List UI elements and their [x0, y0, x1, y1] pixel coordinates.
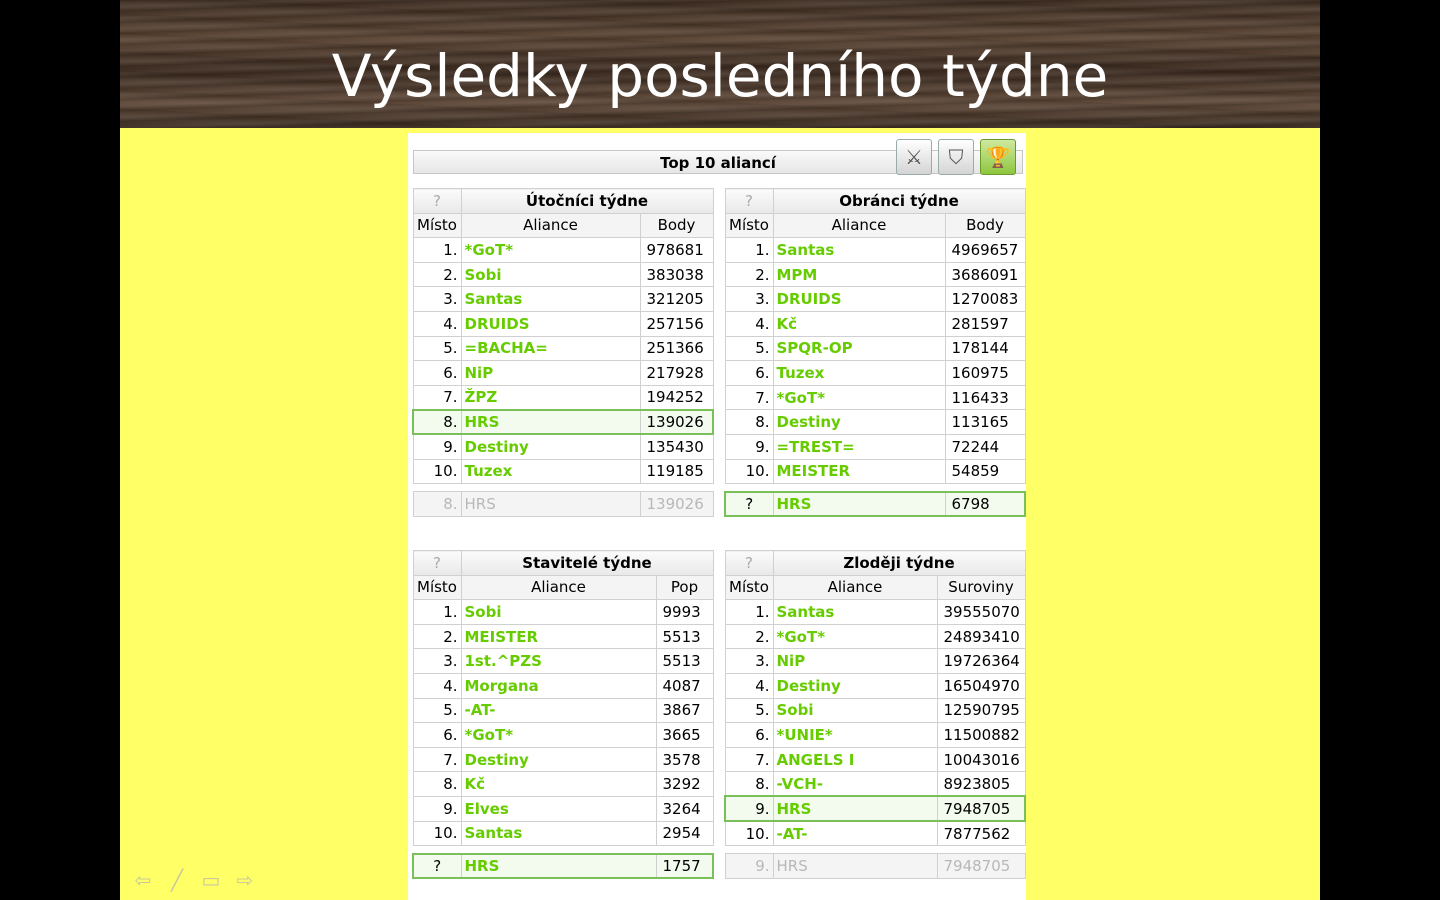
value-cell: 281597 — [945, 311, 1025, 336]
table-row — [725, 821, 1025, 846]
table-row — [725, 238, 1025, 263]
rank-cell: 3. — [725, 287, 773, 312]
value-cell: 3578 — [656, 747, 713, 772]
ranking-panel — [408, 133, 1026, 900]
value-cell: 24893410 — [937, 624, 1025, 649]
value-cell: 5513 — [656, 649, 713, 674]
alliance-link[interactable]: -AT- — [773, 821, 937, 846]
table-row — [725, 262, 1025, 287]
value-cell: 19726364 — [937, 649, 1025, 674]
value-cell: 12590795 — [937, 698, 1025, 723]
column-header-row — [725, 213, 1025, 238]
alliance-link[interactable]: Destiny — [773, 673, 937, 698]
table-row — [725, 772, 1025, 797]
rank-cell: 10. — [413, 459, 461, 484]
alliance-link[interactable]: -VCH- — [773, 772, 937, 797]
column-header-row — [725, 575, 1025, 600]
value-cell: 3686091 — [945, 262, 1025, 287]
next-arrow-icon[interactable]: ⇨ — [236, 868, 254, 892]
value-cell: 54859 — [945, 459, 1025, 484]
value-cell: 5513 — [656, 624, 713, 649]
alliance-link[interactable]: Sobi — [461, 600, 656, 625]
shield-icon[interactable]: ⛉ — [938, 139, 974, 175]
alliance-link[interactable]: =BACHA= — [461, 336, 640, 361]
value-cell: 11500882 — [937, 723, 1025, 748]
alliance-link[interactable]: MPM — [773, 262, 945, 287]
help-icon[interactable]: ? — [413, 189, 461, 214]
table-row — [413, 385, 713, 410]
rank-cell: 8. — [725, 772, 773, 797]
table-title: Stavitelé týdne — [461, 551, 713, 576]
alliance-link[interactable]: -AT- — [461, 698, 656, 723]
alliance-link[interactable]: *GoT* — [461, 238, 640, 263]
table-row — [725, 698, 1025, 723]
value-cell: 113165 — [945, 410, 1025, 435]
table-row — [413, 796, 713, 821]
value-cell: 116433 — [945, 385, 1025, 410]
alliance-link[interactable]: Sobi — [461, 262, 640, 287]
own-rank-cell: 8. — [413, 492, 461, 517]
table-row — [413, 649, 713, 674]
table-row — [725, 673, 1025, 698]
alliance-link[interactable]: HRS — [773, 796, 937, 821]
rank-cell: 7. — [413, 747, 461, 772]
own-alliance-row — [413, 854, 713, 879]
rank-cell: 10. — [413, 821, 461, 846]
rank-cell: 10. — [725, 459, 773, 484]
table-row — [413, 624, 713, 649]
value-cell: 16504970 — [937, 673, 1025, 698]
slide — [120, 0, 1320, 900]
spacer — [725, 484, 1025, 492]
rank-cell: 1. — [413, 600, 461, 625]
alliance-link[interactable]: HRS — [461, 410, 640, 435]
table-row — [725, 361, 1025, 386]
defenders-table — [724, 188, 1026, 517]
table-title-row — [413, 189, 713, 214]
rank-cell: 6. — [725, 361, 773, 386]
attackers-table — [412, 188, 714, 517]
help-icon[interactable]: ? — [725, 189, 773, 214]
table-title-row — [413, 551, 713, 576]
own-alliance-link[interactable]: HRS — [461, 492, 640, 517]
table-row — [413, 238, 713, 263]
table-row — [413, 336, 713, 361]
spacer — [725, 846, 1025, 854]
rank-cell: 1. — [413, 238, 461, 263]
menu-icon[interactable]: ▭ — [201, 868, 221, 892]
table-row — [725, 459, 1025, 484]
alliance-link[interactable]: Sobi — [773, 698, 937, 723]
value-cell: 217928 — [640, 361, 713, 386]
spacer-row — [413, 846, 713, 854]
value-cell: 160975 — [945, 361, 1025, 386]
spacer — [413, 846, 713, 854]
spacer-row — [725, 484, 1025, 492]
column-header-alliance: Aliance — [773, 213, 945, 238]
alliance-link[interactable]: *UNIE* — [773, 723, 937, 748]
alliance-link[interactable]: Kč — [773, 311, 945, 336]
value-cell: 7877562 — [937, 821, 1025, 846]
alliance-link[interactable]: *GoT* — [461, 723, 656, 748]
alliance-link[interactable]: Destiny — [773, 410, 945, 435]
ranking-title: Top 10 aliancí — [413, 150, 1023, 174]
value-cell: 4087 — [656, 673, 713, 698]
table-row — [413, 287, 713, 312]
thieves-table — [724, 550, 1026, 879]
own-value-cell: 6798 — [945, 492, 1025, 517]
crossed-swords-icon[interactable]: ⚔ — [896, 139, 932, 175]
alliance-link[interactable]: *GoT* — [773, 624, 937, 649]
rank-cell: 6. — [413, 361, 461, 386]
column-header-value: Pop — [656, 575, 713, 600]
own-value-cell: 139026 — [640, 492, 713, 517]
own-alliance-row — [725, 492, 1025, 517]
alliance-link[interactable]: Kč — [461, 772, 656, 797]
table-title: Obránci týdne — [773, 189, 1025, 214]
table-row — [725, 723, 1025, 748]
value-cell: 7948705 — [937, 796, 1025, 821]
column-header-row — [413, 213, 713, 238]
column-header-alliance: Aliance — [461, 575, 656, 600]
help-icon[interactable]: ? — [725, 551, 773, 576]
table-row — [725, 747, 1025, 772]
spacer — [413, 484, 713, 492]
table-title: Zloději týdne — [773, 551, 1025, 576]
alliance-link[interactable]: Morgana — [461, 673, 656, 698]
own-rank-cell: 9. — [725, 854, 773, 879]
column-header-place: Místo — [413, 213, 461, 238]
rank-cell: 2. — [725, 262, 773, 287]
rank-cell: 5. — [413, 336, 461, 361]
rank-cell: 2. — [413, 262, 461, 287]
value-cell: 39555070 — [937, 600, 1025, 625]
table-row — [725, 336, 1025, 361]
value-cell: 383038 — [640, 262, 713, 287]
table-row — [413, 772, 713, 797]
own-rank-cell: ? — [413, 854, 461, 879]
alliance-link[interactable]: Santas — [773, 238, 945, 263]
value-cell: 3292 — [656, 772, 713, 797]
value-cell: 72244 — [945, 434, 1025, 459]
rank-cell: 5. — [725, 698, 773, 723]
builders-table — [412, 550, 714, 879]
table-row — [725, 624, 1025, 649]
pen-icon[interactable]: ╱ — [170, 868, 184, 892]
rank-cell: 7. — [725, 747, 773, 772]
table-row — [413, 723, 713, 748]
rank-cell: 4. — [413, 673, 461, 698]
value-cell: 9993 — [656, 600, 713, 625]
own-rank-cell: ? — [725, 492, 773, 517]
rank-cell: 6. — [413, 723, 461, 748]
table-row — [413, 361, 713, 386]
rank-cell: 5. — [725, 336, 773, 361]
column-header-alliance: Aliance — [773, 575, 937, 600]
rank-cell: 10. — [725, 821, 773, 846]
value-cell: 194252 — [640, 385, 713, 410]
rank-cell: 8. — [413, 410, 461, 435]
value-cell: 251366 — [640, 336, 713, 361]
alliance-link[interactable]: 1st.^PZS — [461, 649, 656, 674]
previous-arrow-icon[interactable]: ⇦ — [134, 868, 152, 892]
spacer-row — [725, 846, 1025, 854]
own-alliance-link[interactable]: HRS — [773, 492, 945, 517]
rank-cell: 3. — [725, 649, 773, 674]
alliance-link[interactable]: Santas — [461, 287, 640, 312]
rank-cell: 8. — [725, 410, 773, 435]
table-title-row — [725, 189, 1025, 214]
value-cell: 4969657 — [945, 238, 1025, 263]
table-row — [413, 434, 713, 459]
table-row — [413, 747, 713, 772]
alliance-link[interactable]: =TREST= — [773, 434, 945, 459]
rank-cell: 6. — [725, 723, 773, 748]
table-row — [725, 649, 1025, 674]
value-cell: 119185 — [640, 459, 713, 484]
alliance-link[interactable]: MEISTER — [773, 459, 945, 484]
own-value-cell: 7948705 — [937, 854, 1025, 879]
rank-cell: 2. — [725, 624, 773, 649]
rank-cell: 8. — [413, 772, 461, 797]
alliance-link[interactable]: SPQR-OP — [773, 336, 945, 361]
ranking-icon-bar — [896, 139, 1016, 177]
alliance-link[interactable]: Tuzex — [773, 361, 945, 386]
table-row — [725, 311, 1025, 336]
rank-cell: 9. — [725, 434, 773, 459]
rank-cell: 9. — [413, 434, 461, 459]
alliance-link[interactable]: DRUIDS — [773, 287, 945, 312]
rank-cell: 1. — [725, 600, 773, 625]
table-row — [413, 698, 713, 723]
table-row — [725, 385, 1025, 410]
table-row — [413, 821, 713, 846]
value-cell: 135430 — [640, 434, 713, 459]
value-cell: 178144 — [945, 336, 1025, 361]
own-value-cell: 1757 — [656, 854, 713, 879]
value-cell: 10043016 — [937, 747, 1025, 772]
own-alliance-link[interactable]: HRS — [461, 854, 656, 879]
own-alliance-row — [725, 854, 1025, 879]
rank-cell: 4. — [725, 311, 773, 336]
column-header-alliance: Aliance — [461, 213, 640, 238]
rank-cell: 3. — [413, 287, 461, 312]
help-icon[interactable]: ? — [413, 551, 461, 576]
table-row — [413, 600, 713, 625]
alliance-link[interactable]: *GoT* — [773, 385, 945, 410]
table-row — [413, 673, 713, 698]
alliance-link[interactable]: ANGELS I — [773, 747, 937, 772]
value-cell: 978681 — [640, 238, 713, 263]
alliance-link[interactable]: Santas — [773, 600, 937, 625]
column-header-place: Místo — [725, 213, 773, 238]
own-alliance-row — [413, 492, 713, 517]
rank-cell: 9. — [725, 796, 773, 821]
alliance-link[interactable]: ŽPZ — [461, 385, 640, 410]
alliance-link[interactable]: NiP — [461, 361, 640, 386]
alliance-link[interactable]: Destiny — [461, 747, 656, 772]
table-row — [725, 434, 1025, 459]
alliance-link[interactable]: Elves — [461, 796, 656, 821]
table-row — [725, 410, 1025, 435]
value-cell: 3867 — [656, 698, 713, 723]
value-cell: 1270083 — [945, 287, 1025, 312]
value-cell: 3665 — [656, 723, 713, 748]
alliance-link[interactable]: MEISTER — [461, 624, 656, 649]
slide-navigation — [132, 868, 256, 892]
table-title-row — [725, 551, 1025, 576]
table-row — [413, 459, 713, 484]
trophy-icon[interactable]: 🏆 — [980, 139, 1016, 175]
column-header-value: Body — [640, 213, 713, 238]
value-cell: 8923805 — [937, 772, 1025, 797]
value-cell: 139026 — [640, 410, 713, 435]
table-row — [413, 410, 713, 435]
value-cell: 3264 — [656, 796, 713, 821]
slide-title: Výsledky posledního týdne — [331, 42, 1109, 110]
spacer-row — [413, 484, 713, 492]
own-alliance-link[interactable]: HRS — [773, 854, 937, 879]
table-row — [413, 262, 713, 287]
rank-cell: 4. — [413, 311, 461, 336]
value-cell: 2954 — [656, 821, 713, 846]
rank-cell: 7. — [413, 385, 461, 410]
rank-cell: 5. — [413, 698, 461, 723]
alliance-link[interactable]: Santas — [461, 821, 656, 846]
rank-cell: 3. — [413, 649, 461, 674]
table-row — [725, 796, 1025, 821]
column-header-row — [413, 575, 713, 600]
rank-cell: 1. — [725, 238, 773, 263]
column-header-place: Místo — [413, 575, 461, 600]
wood-header — [120, 0, 1320, 128]
alliance-link[interactable]: Destiny — [461, 434, 640, 459]
alliance-link[interactable]: NiP — [773, 649, 937, 674]
alliance-link[interactable]: DRUIDS — [461, 311, 640, 336]
rank-cell: 4. — [725, 673, 773, 698]
column-header-value: Suroviny — [937, 575, 1025, 600]
column-header-value: Body — [945, 213, 1025, 238]
value-cell: 321205 — [640, 287, 713, 312]
column-header-place: Místo — [725, 575, 773, 600]
table-row — [725, 600, 1025, 625]
value-cell: 257156 — [640, 311, 713, 336]
rank-cell: 7. — [725, 385, 773, 410]
table-title: Útočníci týdne — [461, 189, 713, 214]
alliance-link[interactable]: Tuzex — [461, 459, 640, 484]
rank-cell: 2. — [413, 624, 461, 649]
table-row — [725, 287, 1025, 312]
table-row — [413, 311, 713, 336]
rank-cell: 9. — [413, 796, 461, 821]
